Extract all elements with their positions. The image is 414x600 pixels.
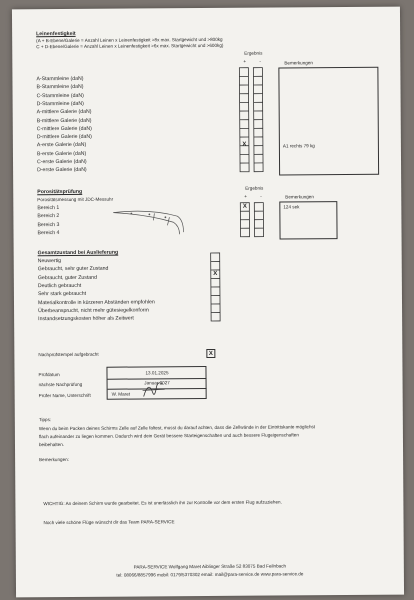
overall-condition-list <box>38 256 218 327</box>
stamp-label: Nachprüfstempel aufgebracht <box>38 351 99 358</box>
minus-column-label: - <box>259 58 261 64</box>
next-check-value: Januar 2027 <box>144 380 170 386</box>
list-item: B-mittlere Galerie (daN) <box>36 117 92 124</box>
list-item: A-Stammleine (daN) <box>36 75 84 83</box>
remarks-label: Bemerkungen: <box>39 456 70 463</box>
inspector-value: W. Maret <box>111 391 131 397</box>
tips-line-2: flach aufeinander zu liegen kommen. Dadurch wird dein Gerät bessere Starteigenschaften und auch bessere Flugeigenschaften <box>38 432 299 440</box>
wing-sketch-icon <box>109 208 193 239</box>
line-strength-list <box>36 74 217 175</box>
list-item: B-erste Galerie (daN) <box>36 150 87 157</box>
tips-line-3: beibehalten. <box>38 442 65 448</box>
overall-condition-grid <box>210 252 225 324</box>
list-item: C-Stammleine (daN) <box>36 92 84 99</box>
list-item: D-Stammleine (daN) <box>36 100 84 108</box>
tips-title: Tipps: <box>38 417 52 423</box>
section-title-porosity: Porositätsprüfung <box>37 188 83 196</box>
wishes-text: Noch viele schöne Flüge wünscht dir das Team PARA-SERVICE <box>43 519 175 526</box>
list-item: Deutlich gebraucht <box>37 282 82 290</box>
list-item: A-mittlere Galerie (daN) <box>36 108 92 116</box>
list-item: Bereich 3 <box>37 221 60 228</box>
list-item: Gebraucht, sehr guter Zustand <box>37 265 109 273</box>
line-remarks-box <box>278 67 379 176</box>
porosity-remarks-label: Bemerkungen <box>285 194 314 200</box>
footer-contact: tel: 08066/8857996 mobil: 0179/5370302 email: mail@para-service.de www.para-service.de <box>116 571 304 578</box>
formula-ab-text: (A + B-Ebene/Galerie = Anzahl Leinen x Leinenfestigkeit >8x max. Startgewicht und >800kg <box>36 36 223 44</box>
section-title-line-strength: Leinenfestigkeit <box>36 30 76 38</box>
list-item: C-erste Galerie (daN) <box>36 158 87 166</box>
section-title-overall-condition: Gesamtzustand bei Auslieferung <box>37 249 119 257</box>
list-item: D-mittlere Galerie (daN) <box>36 133 92 141</box>
result-column-label: Ergebnis <box>244 50 263 56</box>
porosity-plus-label: + <box>244 193 247 199</box>
line-result-grid <box>238 67 267 175</box>
list-item: Bereich 4 <box>37 229 60 237</box>
overall-good-condition-x-mark: X <box>213 270 218 277</box>
list-item: Bereich 1 <box>37 205 60 212</box>
list-item: Neuwertig <box>37 258 62 265</box>
porosity-minus-label: - <box>260 193 262 199</box>
footer-address: PARA-SERVICE Wolfgang Maret Aiblinger Straße 52 83075 Bad Feilnbach <box>133 563 287 570</box>
list-item: Sehr stark gebraucht <box>37 291 87 298</box>
document-sheet <box>12 7 404 598</box>
check-date-value: 13.01.2025 <box>145 369 169 375</box>
tips-line-1: Wenn du beim Packen deines Schirms Zelle auf Zelle faltest, musst du darauf achten, dass die Zellwände in der Eintrittskante möglichst <box>38 424 316 432</box>
list-item: C-mittlere Galerie (daN) <box>36 125 92 132</box>
list-item: B-Stammleine (daN) <box>36 84 84 91</box>
warning-text: WICHTIG: An deinem Schirm wurde gearbeitet. Es ist unerlässlich ihn zur Kontrolle vor dem ersten Flug aufzuziehen. <box>43 499 282 507</box>
next-check-label: nächste Nachprüfung <box>38 381 83 388</box>
porosity-remarks-text: 124 sek <box>283 204 300 210</box>
stamp-x-mark: X <box>208 350 213 357</box>
signature-icon <box>141 378 167 400</box>
list-item: Bereich 2 <box>37 213 60 220</box>
plus-column-label: + <box>243 58 247 64</box>
list-item: Überbeansprucht, nicht mehr gütesiegelkonform <box>38 307 149 314</box>
list-item: Materialkontrolle in kürzeren Abständen empfohlen <box>37 298 155 306</box>
porosity-area1-x-mark: X <box>242 203 247 210</box>
inspector-label: Prüfer Name, Unterschrift <box>38 392 91 399</box>
porosity-result-label: Ergebnis <box>245 185 264 191</box>
formula-cd-text: C + D-Ebene/Galerie = Anzahl Leinen x Leinenfestigkeit >6x max. Startgewicht und >600kg) <box>36 42 224 50</box>
list-item: D-erste Galerie (daN) <box>37 167 87 174</box>
list-item: A-erste Galerie (daN) <box>36 142 87 149</box>
list-item: Gebraucht, guter Zustand <box>37 274 97 281</box>
list-item: Instandsetzungskosten höher als Zeitwert <box>38 315 134 323</box>
porosity-subtitle: Porositätsmessung mit JDC-Messuhr <box>37 196 114 203</box>
remarks-column-label: Bemerkungen <box>284 60 313 66</box>
check-date-label: Prüfdatum <box>38 372 60 378</box>
line-a-first-gallery-x-mark: X <box>242 141 247 148</box>
line-remarks-text: A1 rechts 79 kg <box>282 143 315 149</box>
porosity-area-list <box>37 204 117 241</box>
